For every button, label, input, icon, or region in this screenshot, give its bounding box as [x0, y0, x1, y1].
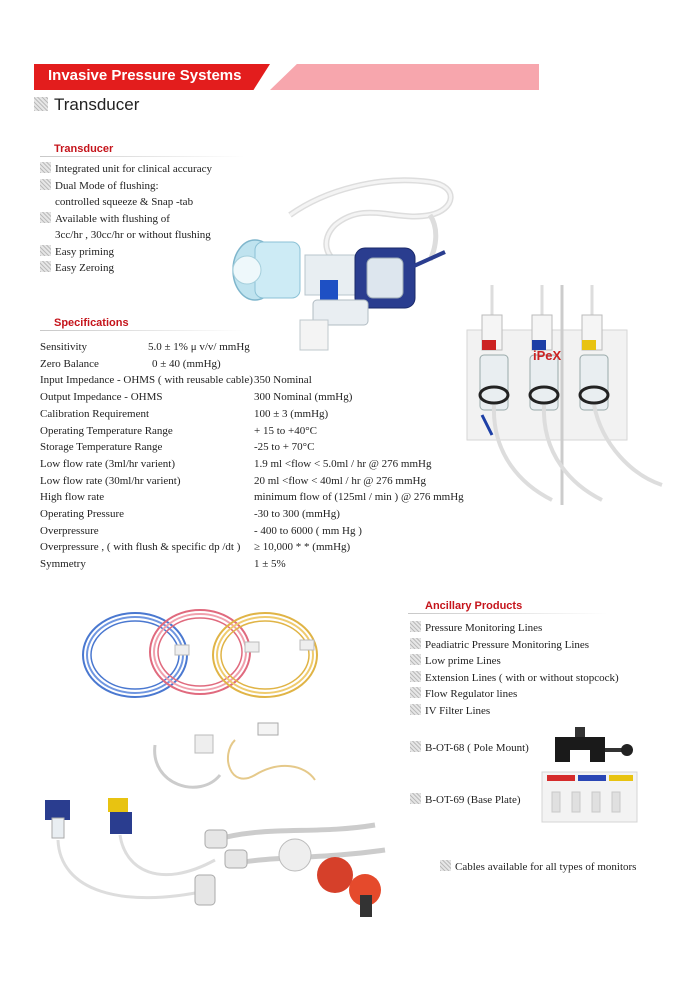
ancillary-item: Low prime Lines	[410, 653, 619, 670]
monitoring-lines-image	[75, 600, 325, 710]
ancillary-list	[410, 620, 619, 719]
spec-value: + 15 to +40°C	[254, 424, 317, 437]
spec-value: minimum flow of (125ml / min ) @ 276 mmHg	[254, 491, 464, 504]
transducer-feature-list	[40, 161, 212, 277]
bullet-icon	[440, 860, 451, 871]
base-plate-image	[542, 772, 637, 822]
spec-value: 300 Nominal (mmHg)	[254, 391, 353, 404]
spec-label: High flow rate	[40, 491, 105, 504]
feature-item: Dual Mode of flushing:	[40, 178, 212, 195]
mount-item-base: B-OT-69 (Base Plate)	[410, 792, 521, 809]
feature-item: controlled squeeze & Snap -tab	[55, 196, 194, 208]
ancillary-section-rule	[408, 613, 608, 614]
bullet-icon	[40, 179, 51, 190]
transducer-product-image	[215, 170, 465, 360]
ancillary-item: Peadiatric Pressure Monitoring Lines	[410, 637, 619, 654]
specifications-section-title: Specifications	[54, 317, 129, 329]
bullet-icon	[410, 654, 421, 665]
transducer-unit-1	[480, 315, 508, 410]
ancillary-item: Flow Regulator lines	[410, 686, 619, 703]
spec-value: ≥ 10,000 * * (mmHg)	[254, 541, 351, 554]
bullet-icon	[40, 162, 51, 173]
spec-label: Symmetry	[40, 558, 86, 571]
bullet-icon	[410, 741, 421, 752]
transducer-section-title: Transducer	[54, 143, 114, 155]
spec-label: Low flow rate (3ml/hr varient)	[40, 457, 176, 470]
spec-value: 350 Nominal	[254, 374, 312, 387]
spec-value: 20 ml <flow < 40ml / hr @ 276 mmHg	[254, 474, 426, 487]
spec-label: Zero Balance	[40, 357, 99, 370]
spec-label: Storage Temperature Range	[40, 441, 163, 454]
spec-label: Operating Temperature Range	[40, 424, 173, 437]
spec-label: Operating Pressure	[40, 508, 125, 520]
spec-label: Overpressure , ( with flush & specific dp /dt )	[40, 541, 241, 554]
bullet-icon	[410, 704, 421, 715]
brand-logo: iPeX	[533, 348, 562, 363]
bullet-icon	[410, 638, 421, 649]
spec-value: -25 to + 70°C	[254, 441, 315, 454]
banner-pink-bar	[270, 64, 539, 90]
bullet-icon	[410, 621, 421, 632]
feature-item: Integrated unit for clinical accuracy	[40, 161, 212, 178]
feature-item: Easy Zeroing	[40, 260, 212, 277]
spec-value: 5.0 ± 1% μ v/v/ mmHg	[148, 341, 250, 353]
spec-label: Calibration Requirement	[40, 407, 150, 420]
bullet-icon	[40, 261, 51, 272]
bullet-icon	[410, 793, 421, 804]
spec-value: 1 ± 5%	[254, 558, 286, 571]
pole-mount-image	[545, 722, 635, 772]
cables-note: Cables available for all types of monitors	[440, 859, 636, 876]
section-banner	[34, 64, 539, 90]
spec-label: Output Impedance - OHMS	[40, 391, 163, 404]
ancillary-item: Pressure Monitoring Lines	[410, 620, 619, 637]
banner-title: Invasive Pressure Systems	[48, 67, 242, 84]
bullet-icon	[410, 671, 421, 682]
bullet-icon	[410, 687, 421, 698]
transducer-unit-3	[580, 315, 608, 410]
specifications-section-rule	[40, 330, 245, 331]
feature-item: 3cc/hr , 30cc/hr or without flushing	[55, 229, 211, 241]
spec-label: Sensitivity	[40, 341, 88, 353]
page-heading-text: Transducer	[54, 95, 140, 114]
spec-value: 1.9 ml <flow < 5.0ml / hr @ 276 mmHg	[254, 457, 432, 470]
specifications-table	[40, 341, 470, 581]
ancillary-section-title: Ancillary Products	[425, 600, 523, 612]
spec-value: 100 ± 3 (mmHg)	[254, 407, 329, 420]
feature-item: Available with flushing of	[40, 211, 212, 228]
spec-value: 0 ± 40 (mmHg)	[152, 357, 221, 370]
feature-item: Easy priming	[40, 244, 212, 261]
page-heading	[34, 95, 139, 115]
mount-item-pole: B-OT-68 ( Pole Mount)	[410, 740, 529, 757]
transducer-section-rule	[40, 156, 245, 157]
ancillary-item: Extension Lines ( with or without stopcock)	[410, 670, 619, 687]
spec-value: -30 to 300 (mmHg)	[254, 508, 340, 520]
bullet-icon	[40, 245, 51, 256]
ancillary-item: IV Filter Lines	[410, 703, 619, 720]
heading-bullet-icon	[34, 97, 48, 111]
spec-label: Input Impedance - OHMS ( with reusable cable)	[40, 374, 253, 387]
bullet-icon	[40, 212, 51, 223]
spec-label: Overpressure	[40, 524, 99, 537]
spec-label: Low flow rate (30ml/hr varient)	[40, 474, 181, 487]
manifold-product-image	[462, 285, 662, 505]
cables-image	[175, 805, 405, 925]
spec-value: - 400 to 6000 ( mm Hg )	[254, 524, 362, 537]
